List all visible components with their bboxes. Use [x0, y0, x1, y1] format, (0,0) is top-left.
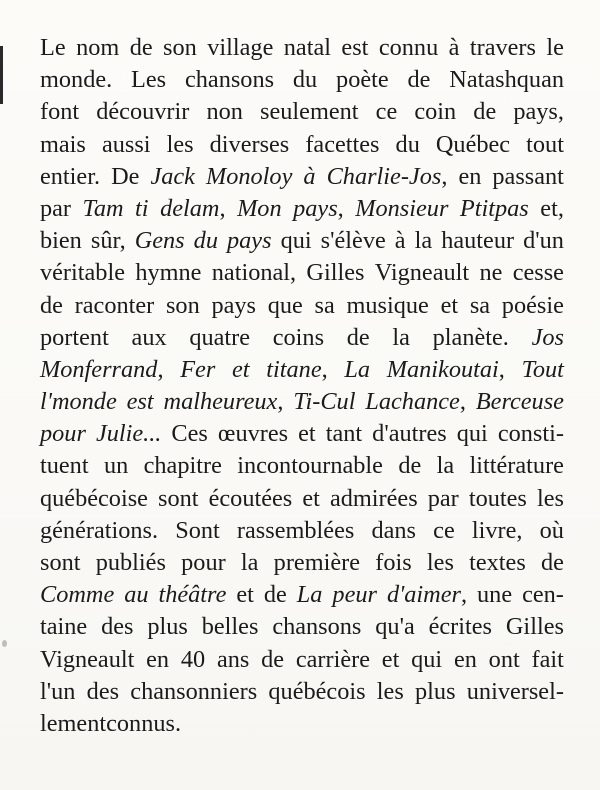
word: Natashquan	[449, 66, 564, 94]
word: delam,	[160, 194, 226, 222]
word: à	[394, 227, 406, 255]
word: ce	[433, 516, 455, 544]
word: est	[341, 34, 369, 61]
text-line	[40, 418, 564, 450]
word: Tout	[521, 355, 564, 383]
word: toutes	[468, 484, 527, 512]
word: facettes	[305, 130, 380, 158]
word: écoutées	[208, 484, 293, 512]
word: plus	[415, 677, 456, 705]
word: véritable	[40, 259, 125, 287]
word: du	[193, 227, 218, 255]
text-line	[40, 611, 564, 643]
word: Ces	[171, 420, 208, 448]
word: aux	[131, 323, 167, 351]
word: incontournable	[237, 452, 383, 480]
word: à	[448, 34, 460, 61]
word: tout	[526, 130, 564, 158]
word: la	[414, 227, 433, 255]
word: admirées	[329, 484, 418, 512]
text-line	[40, 708, 564, 740]
text-line	[40, 257, 564, 289]
text-line	[40, 322, 564, 354]
word: La	[296, 581, 323, 609]
word: tuent	[40, 452, 89, 480]
word: l'monde	[40, 388, 117, 416]
word: d'un	[523, 227, 564, 255]
word: poète	[336, 66, 389, 94]
word: les	[536, 484, 564, 512]
word: ans	[216, 645, 250, 673]
word: les	[376, 677, 404, 705]
word: 40	[180, 645, 206, 673]
word: planète.	[432, 323, 509, 351]
word: monde.	[40, 66, 113, 94]
word: de	[346, 323, 370, 351]
text-line	[40, 644, 564, 676]
word: d'aimer,	[386, 581, 468, 609]
word: entier.	[40, 162, 101, 190]
body-paragraph	[40, 32, 564, 740]
word: qui	[456, 420, 488, 448]
word: tant	[325, 420, 363, 448]
word: travers	[469, 34, 536, 61]
word: d'autres	[372, 420, 447, 448]
word: une	[477, 581, 513, 609]
word: la	[240, 549, 259, 576]
word: Tam	[82, 194, 124, 222]
word: textes	[469, 549, 526, 576]
word: bien	[40, 227, 82, 255]
word: première	[273, 549, 361, 576]
word: pour	[40, 420, 86, 448]
word: œuvres	[217, 420, 289, 448]
word: Jos	[531, 323, 564, 351]
word: nom	[76, 34, 120, 61]
word: des	[86, 677, 120, 705]
word: fois	[375, 549, 412, 576]
word: l'un	[40, 677, 76, 705]
word: et	[440, 291, 459, 319]
word: pays,	[293, 194, 344, 222]
word: de	[407, 66, 431, 94]
word: coin	[414, 98, 457, 126]
word: du	[292, 66, 318, 94]
text-line	[40, 161, 564, 193]
word: chansons	[184, 66, 275, 94]
word: en	[453, 645, 477, 673]
word: en	[458, 162, 482, 190]
word: un	[103, 452, 129, 480]
word: Monsieur	[355, 194, 449, 222]
word: Comme	[40, 581, 115, 609]
word: passant	[492, 162, 564, 190]
word: ont	[488, 645, 520, 673]
word: ti	[135, 194, 149, 222]
word: pays,	[513, 98, 564, 126]
word: sûr,	[90, 227, 126, 255]
word: chapitre	[143, 452, 222, 480]
word: Gilles	[306, 259, 365, 287]
word: de	[541, 549, 564, 576]
word: Lachance,	[365, 388, 466, 416]
word: Ptitpas	[459, 194, 529, 222]
word: ne	[479, 259, 503, 287]
text-line	[40, 129, 564, 161]
word: Manikoutai,	[386, 355, 505, 383]
word: Gilles	[505, 613, 564, 641]
word: titane,	[266, 355, 328, 383]
word: ce	[375, 98, 398, 126]
margin-rule	[0, 46, 3, 104]
word: au	[124, 581, 149, 609]
word: qu'a	[375, 613, 415, 641]
word: portent	[40, 323, 109, 351]
text-line	[40, 32, 564, 64]
word: de	[129, 34, 153, 61]
word: seulement	[260, 98, 359, 126]
word: Jack	[150, 162, 195, 190]
word: village	[207, 34, 274, 61]
word: de	[263, 581, 287, 609]
text-line	[40, 225, 564, 257]
word: plus	[147, 613, 188, 641]
word: raconter	[74, 291, 155, 319]
word: malheureux,	[163, 388, 284, 416]
margin-mark	[2, 640, 7, 647]
word: des	[101, 613, 134, 641]
word: de	[261, 645, 285, 673]
word: musique	[346, 291, 429, 319]
word: et	[232, 355, 250, 383]
word: du	[395, 130, 420, 158]
word: et	[236, 581, 254, 609]
word: hymne	[135, 259, 202, 287]
word: national,	[211, 259, 297, 287]
word: que	[267, 291, 303, 319]
word: Les	[131, 66, 167, 94]
word: universel-	[466, 677, 564, 705]
word: qui	[411, 645, 443, 673]
word: carrière	[295, 645, 370, 673]
word: découvrir	[96, 98, 190, 126]
word: pays	[227, 227, 272, 255]
word: québécois	[268, 677, 366, 705]
word: belles	[201, 613, 259, 641]
word: à	[303, 162, 316, 190]
word: Berceuse	[475, 388, 564, 416]
word: natal	[283, 34, 331, 61]
word: par	[40, 194, 72, 222]
text-line	[40, 483, 564, 515]
word: québécoise	[40, 484, 148, 512]
word: et	[298, 420, 316, 448]
word: sa	[469, 291, 491, 319]
word: connu	[378, 34, 439, 61]
word: coins	[272, 323, 325, 351]
text-line	[40, 515, 564, 547]
word: et	[302, 484, 320, 512]
word: sont	[158, 484, 199, 512]
word: lement	[40, 709, 107, 737]
word: dans	[371, 516, 417, 544]
word: chansonniers	[130, 677, 258, 705]
text-line	[40, 193, 564, 225]
word: qui	[280, 227, 312, 255]
word: Le	[40, 34, 66, 61]
word: connus.	[106, 709, 182, 737]
word: Fer	[180, 355, 216, 383]
word: fait	[531, 645, 564, 673]
word: les	[166, 130, 194, 158]
word: consti-	[497, 420, 564, 448]
text-line	[40, 450, 564, 482]
word: La	[344, 355, 371, 383]
word: son	[163, 34, 197, 61]
text-line	[40, 547, 564, 579]
word: de	[473, 98, 497, 126]
word: rassemblées	[236, 516, 355, 544]
word: Sont	[175, 516, 220, 544]
word: Vigneault	[374, 259, 470, 287]
word: et	[381, 645, 400, 673]
word: de	[40, 291, 63, 319]
word: cesse	[512, 259, 564, 287]
word: font	[40, 98, 80, 126]
word: la	[392, 323, 410, 351]
word: théâtre	[158, 581, 227, 609]
word: De	[111, 162, 140, 190]
word: Monferrand,	[40, 355, 164, 383]
word: Mon	[237, 194, 282, 222]
word: la	[436, 452, 455, 480]
word: où	[539, 516, 564, 544]
word: en	[146, 645, 170, 673]
word: par	[427, 484, 459, 512]
word: les	[426, 549, 454, 576]
word: son	[165, 291, 200, 319]
word: taine	[40, 613, 88, 641]
word: Québec	[435, 130, 511, 158]
word: publiés	[95, 549, 166, 576]
word: Charlie-Jos,	[326, 162, 448, 190]
word: pour	[181, 549, 226, 576]
word: chansons	[272, 613, 362, 641]
word: poésie	[501, 291, 564, 319]
word: aussi	[101, 130, 151, 158]
word: Gens	[134, 227, 185, 255]
text-line	[40, 64, 564, 96]
word: Ti-Cul	[293, 388, 356, 416]
word: et,	[540, 194, 564, 222]
word: cen-	[522, 581, 564, 609]
word: le	[546, 34, 564, 61]
word: non	[206, 98, 243, 126]
word: peur	[332, 581, 377, 609]
word: générations.	[40, 516, 159, 544]
word: pays	[211, 291, 256, 319]
word: littérature	[469, 452, 564, 480]
word: s'élève	[320, 227, 386, 255]
word: Vigneault	[40, 645, 135, 673]
word: Julie...	[95, 420, 162, 448]
word: sa	[314, 291, 335, 319]
word: écrites	[428, 613, 493, 641]
word: hauteur	[441, 227, 515, 255]
word: diverses	[209, 130, 290, 158]
word: est	[126, 388, 154, 416]
text-line	[40, 579, 564, 611]
word: livre,	[471, 516, 523, 544]
word: Monoloy	[206, 162, 293, 190]
word: de	[398, 452, 422, 480]
word: sont	[40, 549, 81, 576]
word: quatre	[189, 323, 251, 351]
text-line	[40, 676, 564, 708]
text-line	[40, 386, 564, 418]
text-line	[40, 290, 564, 322]
text-line	[40, 96, 564, 128]
word: mais	[40, 130, 86, 158]
text-line	[40, 354, 564, 386]
